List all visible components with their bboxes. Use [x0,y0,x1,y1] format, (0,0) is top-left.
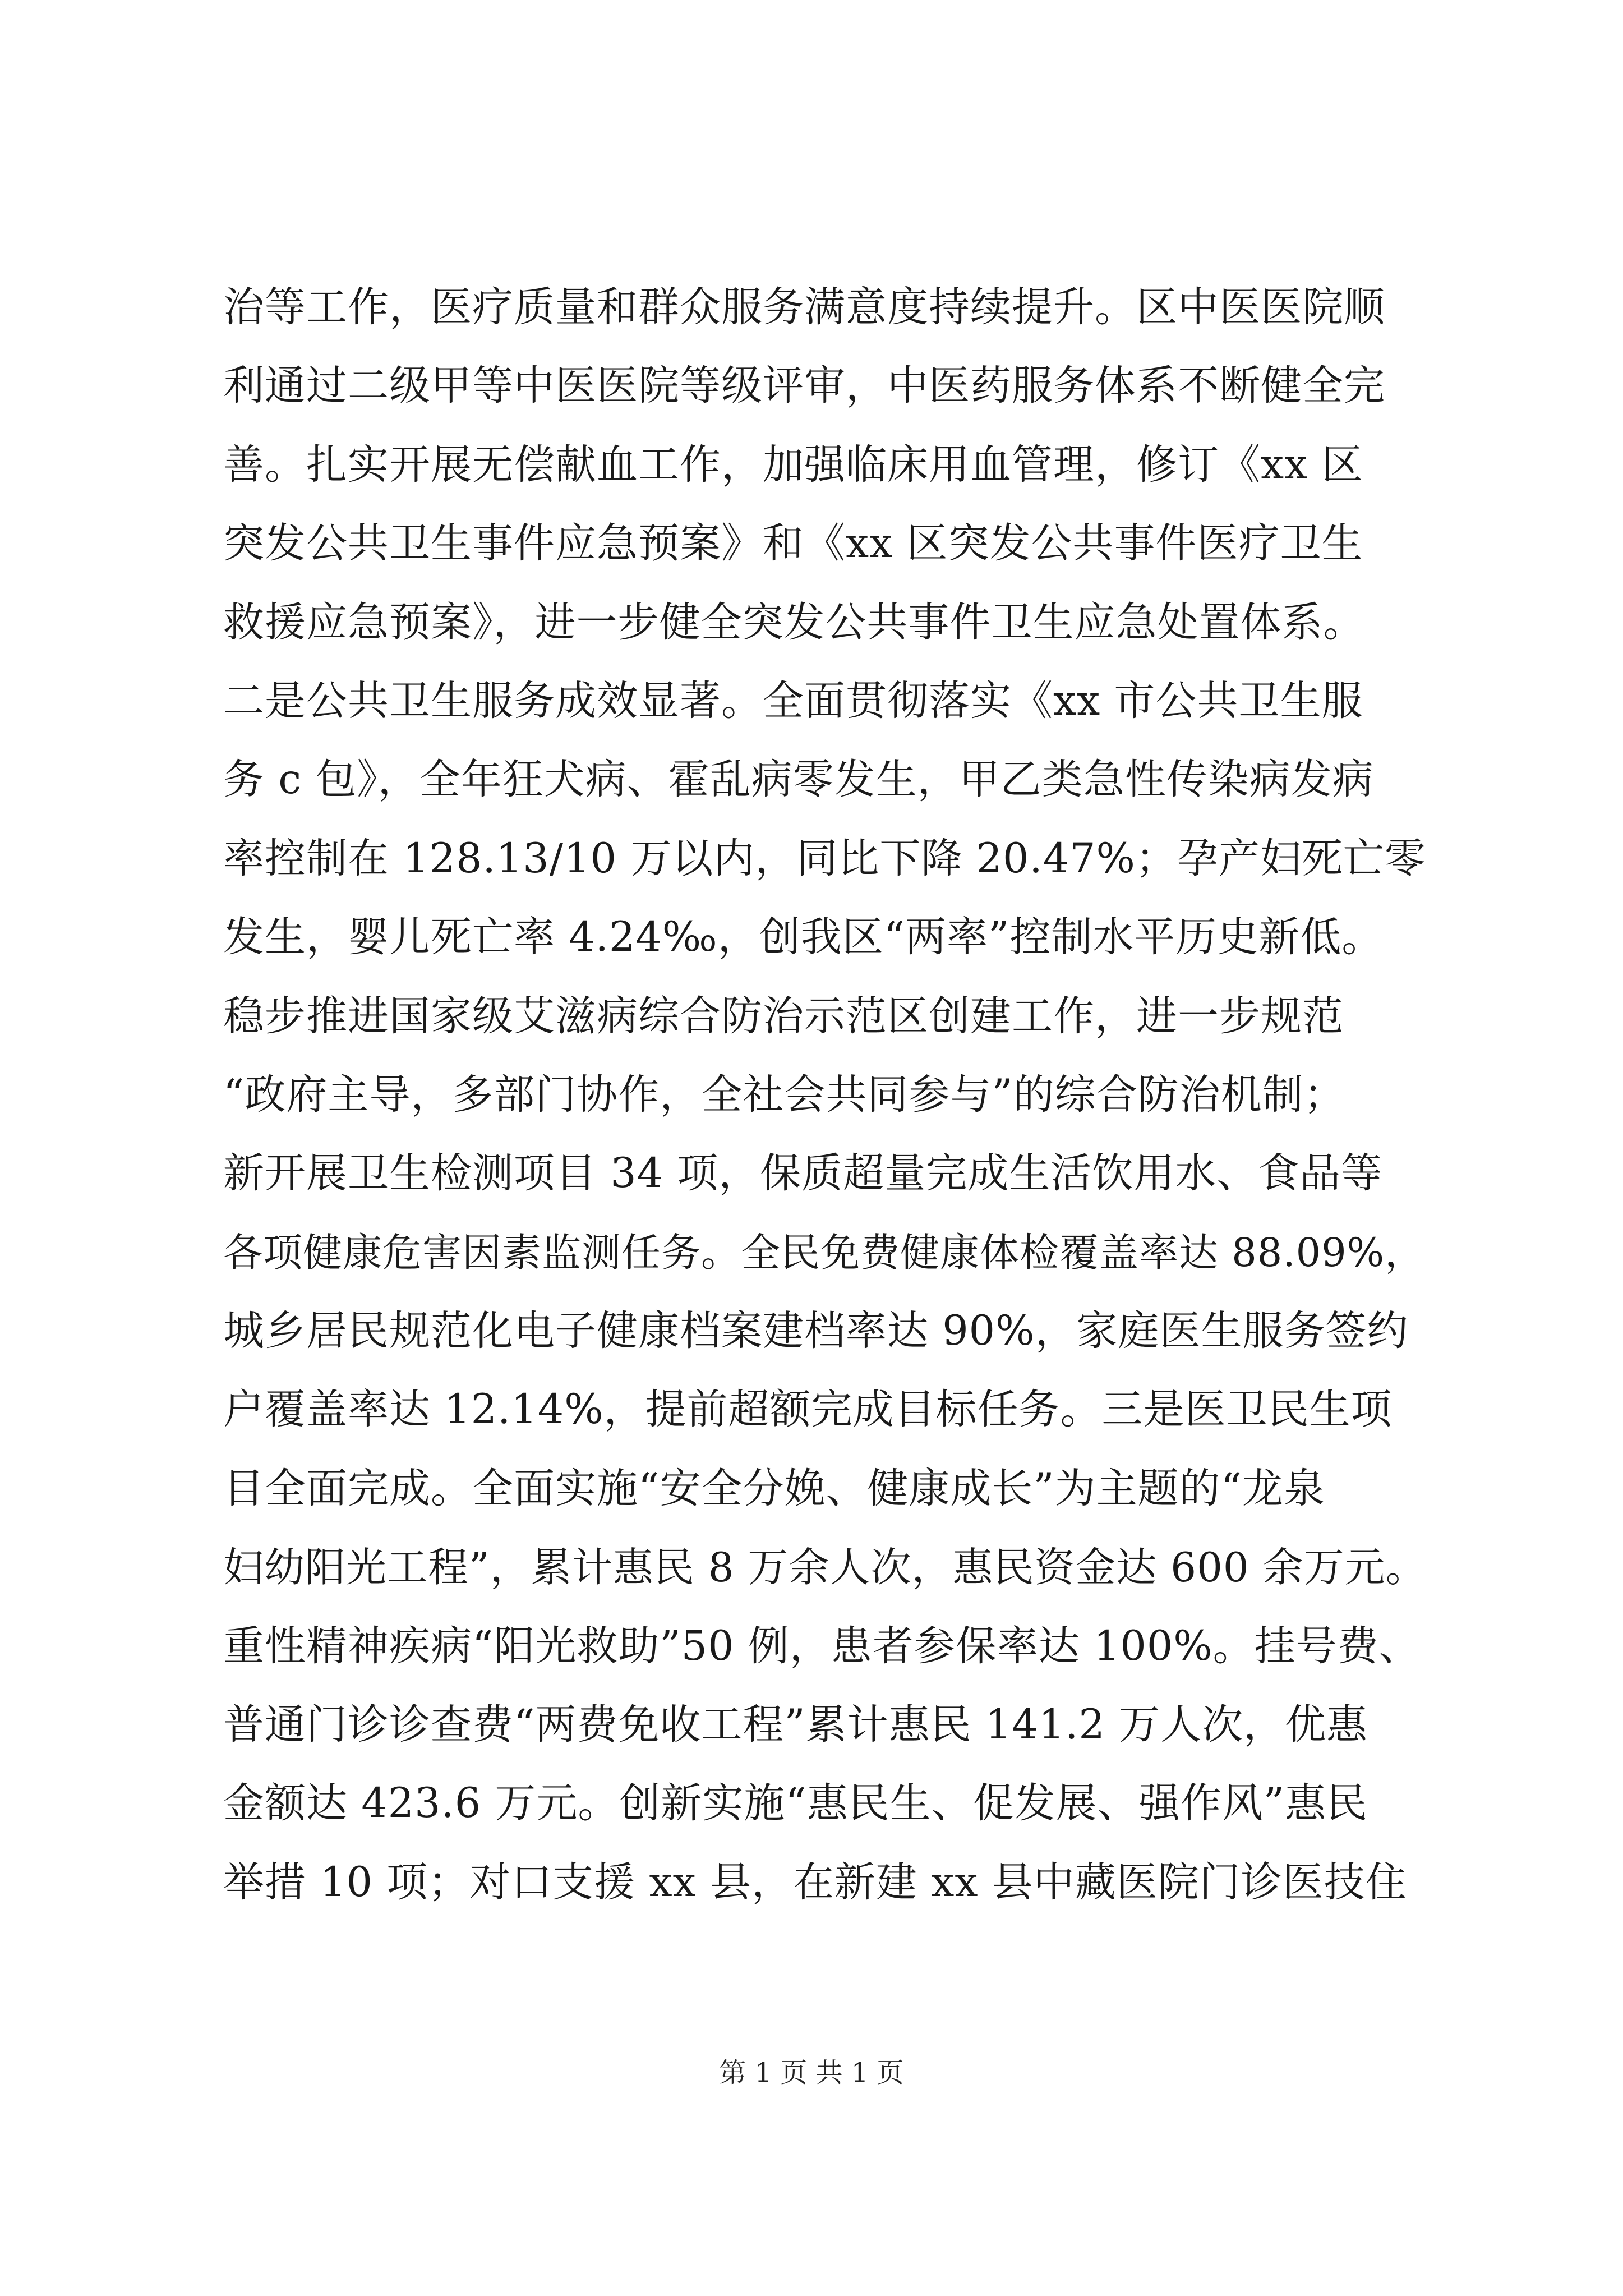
text-line: 稳步推进国家级艾滋病综合防治示范区创建工作，进一步规范 [223,992,1344,1040]
text-line: 各项健康危害因素监测任务。全民免费健康体检覆盖率达 88.09%， [223,1229,1425,1276]
page-footer [0,2056,1623,2090]
text-line: 率控制在 128.13/10 万以内，同比下降 20.47%；孕产妇死亡零 [223,834,1426,882]
text-line: 举措 10 项；对口支援 xx 县，在新建 xx 县中藏医院门诊医技住 [223,1858,1407,1906]
text-line: 妇幼阳光工程”，累计惠民 8 万余人次，惠民资金达 600 余万元。 [223,1544,1427,1591]
text-line: 二是公共卫生服务成效显著。全面贯彻落实《xx 市公共卫生服 [223,677,1363,725]
text-line: 新开展卫生检测项目 34 项，保质超量完成生活饮用水、食品等 [223,1149,1383,1198]
text-line: 治等工作，医疗质量和群众服务满意度持续提升。区中医医院顺 [223,283,1385,331]
text-line: 救援应急预案》，进一步健全突发公共事件卫生应急处置体系。 [223,598,1365,646]
text-line: 善。扎实开展无偿献血工作，加强临床用血管理，修订《xx 区 [223,440,1363,489]
page-number-label: 第 1 页 共 1 页 [719,2057,904,2088]
text-line: “政府主导，多部门协作，全社会共同参与”的综合防治机制； [223,1070,1345,1119]
text-line: 金额达 423.6 万元。创新实施“惠民生、促发展、强作风”惠民 [223,1779,1368,1828]
body-text [223,268,1429,1922]
text-line: 发生，婴儿死亡率 4.24‰，创我区“两率”控制水平历史新低。 [223,913,1384,961]
text-line: 利通过二级甲等中医医院等级评审，中医药服务体系不断健全完 [223,362,1385,410]
text-line: 务 c 包》，全年狂犬病、霍乱病零发生，甲乙类急性传染病发病 [223,756,1374,804]
text-line: 户覆盖率达 12.14%，提前超额完成目标任务。三是医卫民生项 [223,1386,1393,1434]
text-line: 城乡居民规范化电子健康档案建档率达 90%，家庭医生服务签约 [223,1307,1409,1355]
text-line: 重性精神疾病“阳光救助”50 例，患者参保率达 100%。挂号费、 [223,1622,1421,1670]
text-line: 突发公共卫生事件应急预案》和《xx 区突发公共事件医疗卫生 [223,519,1363,568]
text-line: 普通门诊诊查费“两费免收工程”累计惠民 141.2 万人次，优惠 [223,1701,1368,1749]
text-line: 目全面完成。全面实施“安全分娩、健康成长”为主题的“龙泉 [223,1464,1325,1512]
